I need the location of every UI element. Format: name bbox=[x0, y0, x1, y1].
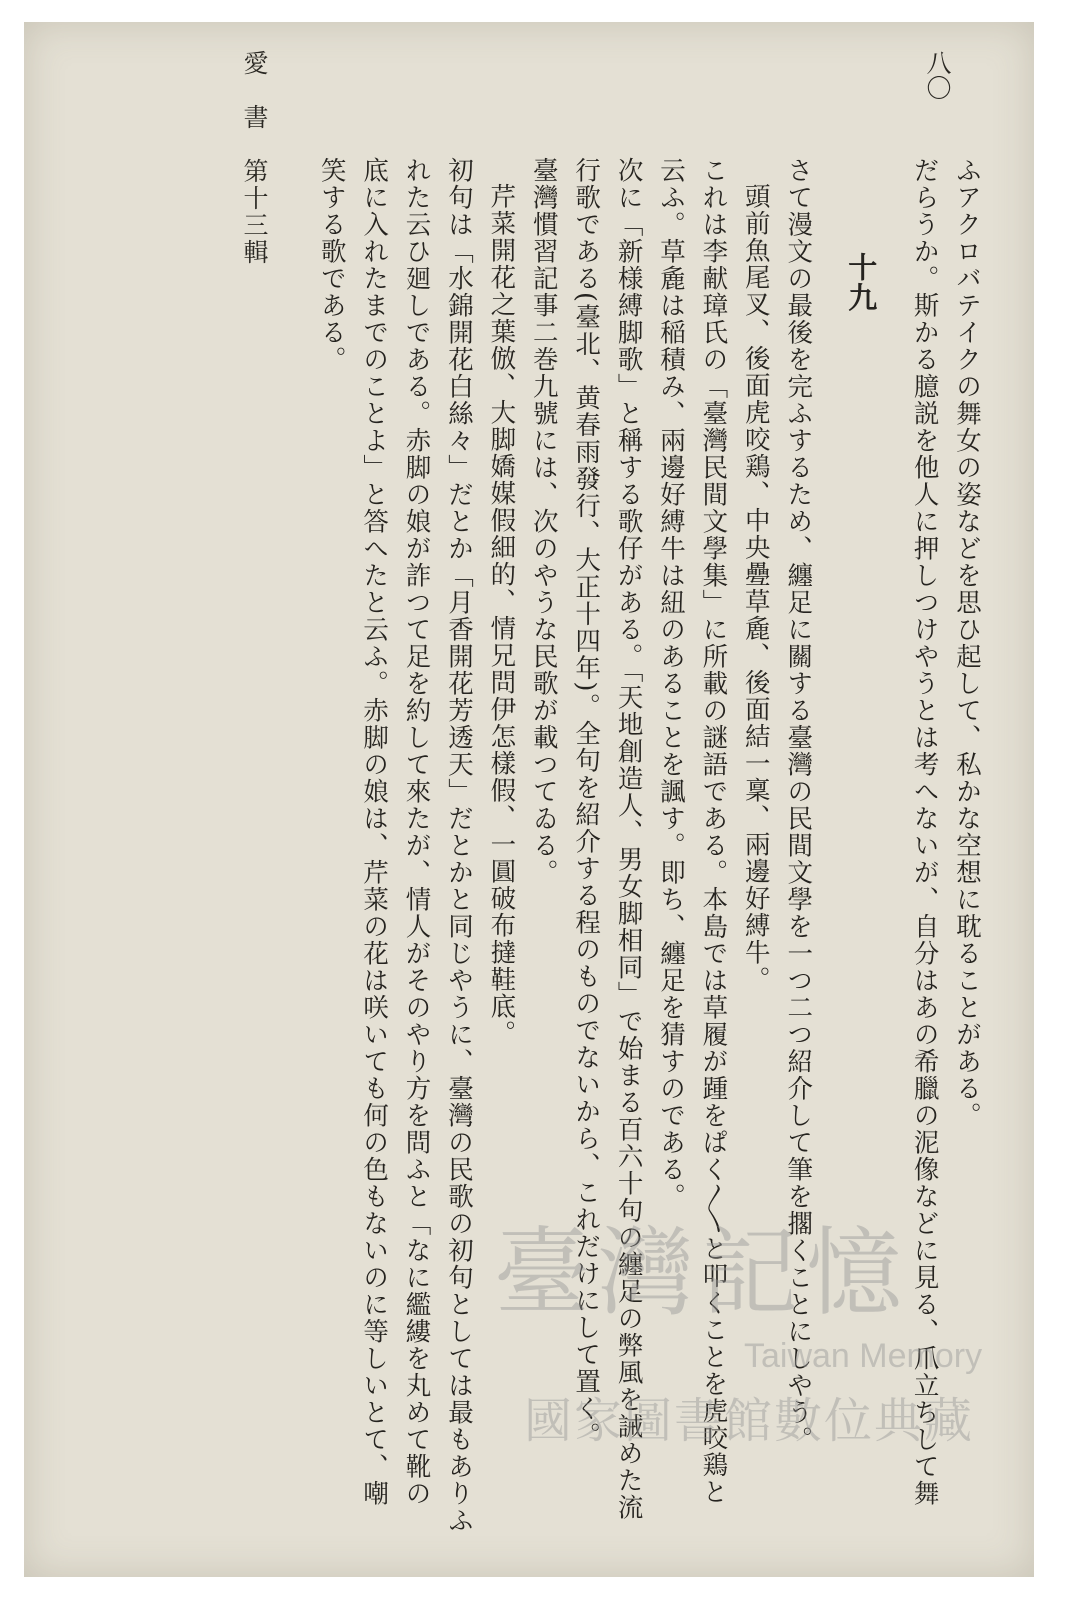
text-line: ふアクロバテイクの舞女の姿などを思ひ起して、私かな空想に耽ることがある。 bbox=[952, 157, 982, 1129]
text-line: 笑する歌である。 bbox=[316, 157, 347, 373]
text-line: 云ふ。草麁は稲積み、兩邊好縛牛は紐のあることを諷す。即ち、纏足を猜すのである。 bbox=[655, 157, 686, 1210]
text-line: 臺灣慣習記事二巻九號には、次のやうな民歌が載つてゐる。 bbox=[528, 157, 559, 886]
text-line: れた云ひ廻しである。赤脚の娘が詐つて足を約して來たが、情人がそのやり方を問ふと「なに繿縷を丸めて靴の bbox=[401, 157, 432, 1507]
text-line: さて漫文の最後を完ふするため、纏足に關する臺灣の民間文學を一つ二つ紹介して筆を擱くことにしやう。 bbox=[783, 157, 814, 1453]
section-heading: 十九 bbox=[844, 252, 879, 313]
watermark-sub: 國家圖書館數位典藏 bbox=[524, 1393, 975, 1449]
text-line: だらうか。斯かる臆説を他人に押しつけやうとは考へないが、自分はあの希臘の泥像などに見る、爪立ちして舞 bbox=[909, 157, 940, 1507]
text-line: 頭前魚尾叉、後面虎咬鶏、中央疉草麁、後面結一稟、兩邊好縛牛。 bbox=[740, 183, 771, 993]
book-page bbox=[24, 22, 1034, 1577]
page-number: 八〇 bbox=[923, 50, 952, 100]
watermark-english: Taiwan Memory bbox=[744, 1337, 983, 1375]
watermark-logo bbox=[494, 1197, 1014, 1457]
watermark-main: 臺灣記憶 bbox=[494, 1217, 910, 1329]
text-line: 芹菜開花之葉倣、大脚嬌媒假細的、情兄問伊怎樣假、一圓破布撻鞋底。 bbox=[486, 183, 517, 1047]
text-line: これは李献璋氏の「臺灣民間文學集」に所載の謎語である。本島では草履が踵をぱく〳〵と叩くことを虎咬鶏と bbox=[698, 157, 729, 1506]
running-title: 愛 書 第十三輯 bbox=[240, 50, 269, 266]
text-line: 次に「新様縛脚歌」と稱する歌仔がある。「天地創造人、男女脚相同」で始まる百六十句の纏足の弊風を誡めた流 bbox=[613, 157, 644, 1522]
text-line: 底に入れたまでのことよ」と答へたと云ふ。赤脚の娘は、芹菜の花は咲いても何の色もないのに等しいとて、嘲 bbox=[359, 157, 390, 1507]
text-line: 行歌である(臺北、黄春雨發行、大正十四年)。全句を紹介する程のものでないから、これだけにして置く。 bbox=[571, 157, 602, 1449]
text-line: 初句は「水錦開花白絲々」だとか「月香開花芳透天」だとかと同じやうに、臺灣の民歌の初句としては最もありふ bbox=[443, 157, 474, 1534]
